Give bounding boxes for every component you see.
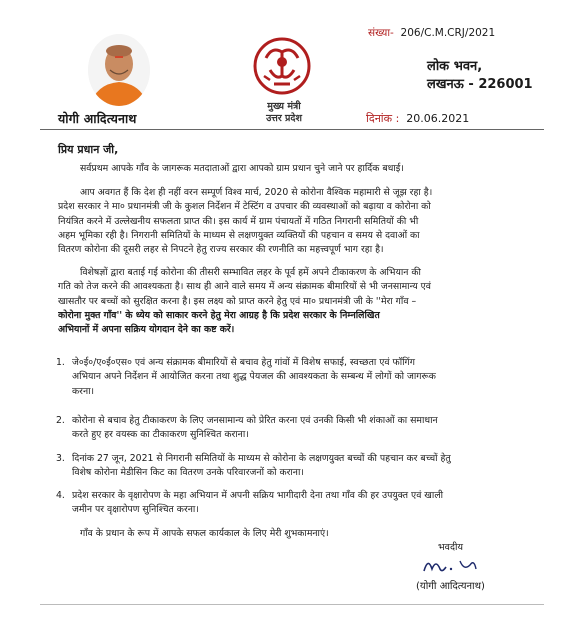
letter-date <box>366 111 469 126</box>
list-item-line: जे०ई०/ए०ई०एस० एवं अन्य संक्रामक बीमारियों से बचाव हेतु गांवों में विशेष सफाई, स्वच्छता एवं फॉगिंग <box>72 357 415 368</box>
address-line-1: लोक भवन, <box>427 59 483 74</box>
portrait-photo <box>88 34 150 106</box>
valediction: भवदीय <box>438 542 463 553</box>
list-item-line: करते हुए हर वयस्क का टीकाकरण सुनिश्चित कराना। <box>72 429 249 441</box>
sender-name: योगी आदित्यनाथ <box>58 111 137 126</box>
paragraph-line: गति को तेज करने की आवश्यकता है। साथ ही आने वाले समय में अन्य संक्रामक बीमारियों से भी जनसामान्य एवं <box>58 281 431 293</box>
paragraph-line: खासतौर पर बच्चों को सुरक्षित करना है। इस लक्ष्य को प्राप्त करने हेतु एवं मा० प्रधानमंत्री जी के ''मेरा गाँव – <box>58 295 417 307</box>
office-line-2: उत्तर प्रदेश <box>266 113 302 124</box>
list-item-number: 2. <box>56 415 65 426</box>
paragraph-line: अभियानों में अपना सक्रिय योगदान देने का कष्ट करें। <box>58 324 235 336</box>
list-item-line: विशेष कोरोना मेडीसिन किट का वितरण उनके परिवारजनों को कराना। <box>72 467 304 479</box>
reference-value: 206/C.M.CRJ/2021 <box>400 27 496 39</box>
reference-label: संख्या- <box>368 27 394 39</box>
list-item-line: जमीन पर वृक्षारोपण सुनिश्चित करना। <box>72 504 199 516</box>
list-item-number: 4. <box>56 490 65 501</box>
paragraph-line: कोरोना मुक्त गाँव'' के ध्येय को साकार करने हेतु मेरा आग्रह है कि प्रदेश सरकार के निम्नलिखित <box>58 309 380 321</box>
list-item-line: करना। <box>72 385 95 397</box>
list-item-number: 1. <box>56 357 65 368</box>
footer-divider <box>40 604 544 605</box>
list-item-line: कोरोना से बचाव हेतु टीकाकरण के लिए जनसामान्य को प्रेरित करना एवं उनकी किसी भी शंकाओं का समाधान <box>72 415 438 426</box>
salutation: प्रिय प्रधान जी, <box>58 143 119 156</box>
paragraph-line: नियंत्रित करने में उल्लेखनीय सफलता प्राप्त की। इस कार्य में ग्राम पंचायतों में गठित निगरानी समितियों की भी <box>58 215 419 227</box>
paragraph-3 <box>58 266 536 337</box>
paragraph-line: सर्वप्रथम आपके गाँव के जागरूक मतदाताओं द्वारा आपको ग्राम प्रधान चुने जाने पर हार्दिक बधाई। <box>80 163 404 174</box>
up-government-emblem-icon <box>252 36 312 96</box>
reference-number <box>368 26 495 40</box>
paragraph-line: विशेषज्ञों द्वारा बताई गई कोरोना की तीसरी सम्भावित लहर के पूर्व हमें अपने टीकाकरण के अभियान की <box>80 267 421 278</box>
date-label: दिनांक : <box>366 112 400 125</box>
address-line-2: लखनऊ - 226001 <box>427 77 533 92</box>
header-divider <box>40 129 544 130</box>
paragraph-line: वितरण कोरोना की दूसरी लहर से निपटने हेतु राज्य सरकार की रणनीति का महत्त्वपूर्ण भाग रहा है। <box>58 244 384 256</box>
list-item-line: अभियान अपने निर्देशन में आयोजित करना तथा शुद्ध पेयजल की आवश्यकता के सम्बन्ध में लोगों को जागरूक <box>72 371 436 383</box>
office-title <box>242 101 326 125</box>
list-item-line: दिनांक 27 जून, 2021 से निगरानी समितियों के माध्यम से कोरोना के लक्षणयुक्त बच्चों की पहचान कर बच्चों हेतु <box>72 453 451 464</box>
paragraph-line: आप अवगत हैं कि देश ही नहीं वरन सम्पूर्ण विश्व मार्च, 2020 से कोरोना वैश्विक महामारी से जूझ रहा है। <box>80 187 433 198</box>
paragraph-line: अहम भूमिका रही है। निगरानी समितियों के माध्यम से लक्षणयुक्त व्यक्तियों की पहचान व समय से दवाओं का <box>58 229 420 241</box>
paragraph-1 <box>58 162 536 176</box>
paragraph-2 <box>58 186 536 257</box>
list-item-line: प्रदेश सरकार के वृक्षारोपण के महा अभियान में अपनी सक्रिय भागीदारी देना तथा गाँव की हर उपयुक्त एवं खाली <box>72 490 444 501</box>
closing-line: गाँव के प्रधान के रूप में आपके सफल कार्यकाल के लिए मेरी शुभकामनाएं। <box>80 528 329 539</box>
date-value: 20.06.2021 <box>406 112 470 125</box>
list-item-number: 3. <box>56 453 65 464</box>
paragraph-line: प्रदेश सरकार ने मा० प्रधानमंत्री जी के कुशल निर्देशन में टेस्टिंग व उपचार की व्यवस्थाओं को बढ़ाया व कोरोना को <box>58 201 431 213</box>
signatory-name: (योगी आदित्यनाथ) <box>416 581 485 592</box>
handwritten-signature <box>420 551 490 577</box>
office-line-1: मुख्य मंत्री <box>267 101 301 112</box>
